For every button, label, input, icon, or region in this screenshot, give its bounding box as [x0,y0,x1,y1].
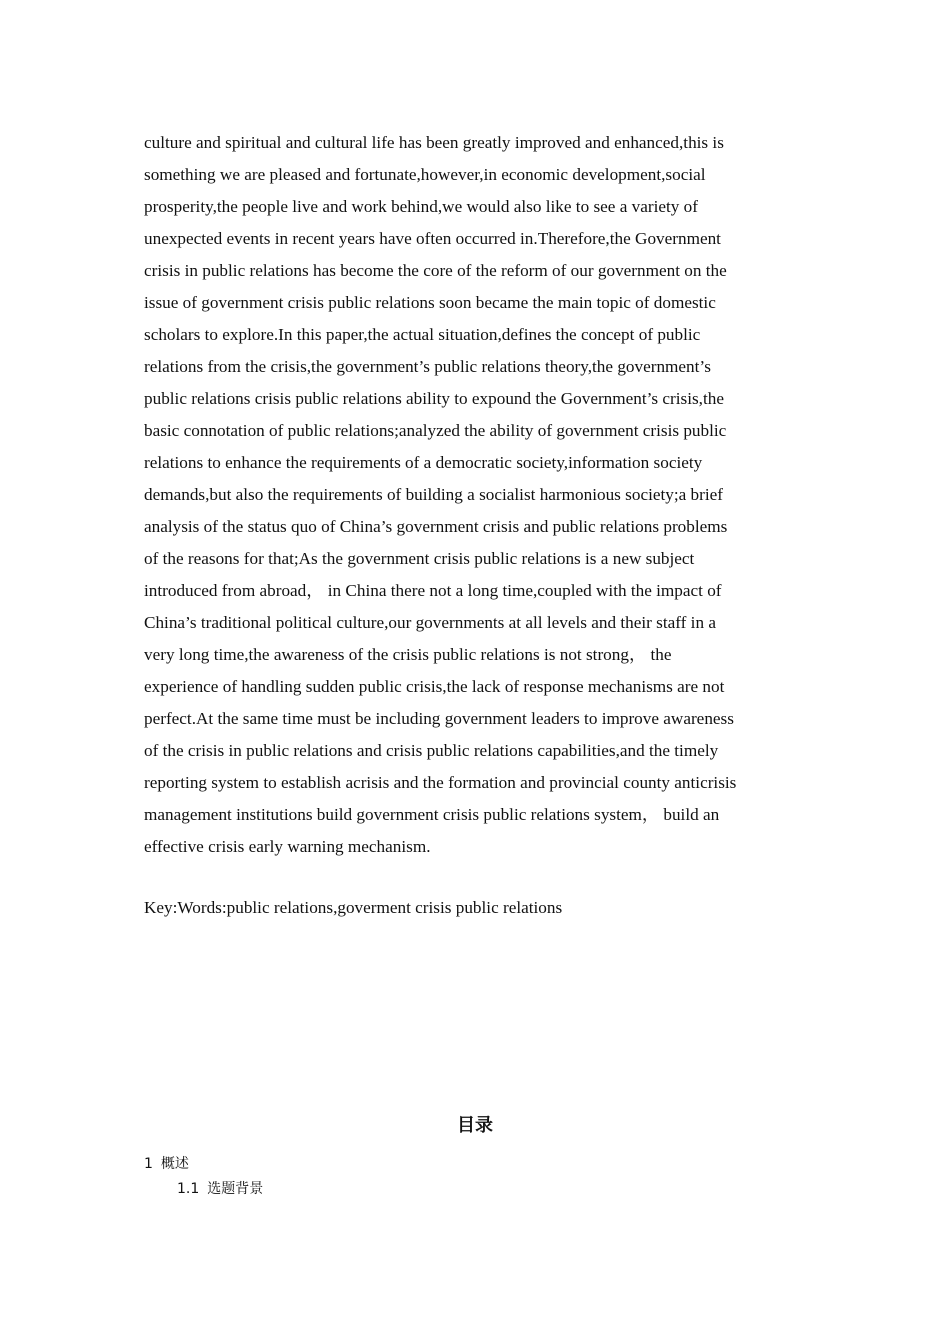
abstract-line: something we are pleased and fortunate,however,in economic development,social [144,165,706,184]
abstract-line: China’s traditional political culture,our governments at all levels and their staff in a [144,613,716,632]
abstract-line: of the crisis in public relations and crisis public relations capabilities,and the timely [144,741,719,760]
toc-item-number: 1.1 [177,1181,200,1197]
abstract-line: culture and spiritual and cultural life has been greatly improved and enhanced,this is [144,133,724,152]
abstract-line: prosperity,the people live and work behind,we would also like to see a variety of [144,197,698,216]
abstract-line: perfect.At the same time must be including government leaders to improve awareness [144,709,734,728]
abstract-line: effective crisis early warning mechanism. [144,837,431,856]
abstract-line: issue of government crisis public relations soon became the main topic of domestic [144,293,716,312]
toc-item-topic-background[interactable] [177,1180,263,1198]
toc-item-overview[interactable] [144,1155,189,1173]
abstract-line: relations to enhance the requirements of a democratic society,information society [144,453,703,472]
abstract-line: public relations crisis public relations ability to expound the Government’s crisis,the [144,389,724,408]
toc-item-label: 概述 [160,1156,189,1172]
keywords-line: Key:Words:public relations,goverment crisis public relations [144,898,563,917]
abstract-line: basic connotation of public relations;analyzed the ability of government crisis public [144,421,727,440]
toc-title: 目录 [457,1115,493,1136]
toc-item-number: 1 [144,1156,153,1172]
abstract-line: management institutions build government crisis public relations system， build an [144,805,720,824]
abstract-line: reporting system to establish acrisis and the formation and provincial county anticrisis [144,773,737,792]
abstract-line: analysis of the status quo of China’s government crisis and public relations problems [144,517,728,536]
abstract-line: unexpected events in recent years have often occurred in.Therefore,the Government [144,229,721,248]
toc-item-label: 选题背景 [207,1181,264,1197]
abstract-line: demands,but also the requirements of building a socialist harmonious society;a brief [144,485,723,504]
abstract-line: experience of handling sudden public crisis,the lack of response mechanisms are not [144,677,725,696]
abstract-line: scholars to explore.In this paper,the actual situation,defines the concept of public [144,325,701,344]
abstract-line: crisis in public relations has become the core of the reform of our government on the [144,261,727,280]
abstract-line: very long time,the awareness of the crisis public relations is not strong， the [144,645,672,664]
abstract-line: of the reasons for that;As the government crisis public relations is a new subject [144,549,695,568]
abstract-line: relations from the crisis,the government’s public relations theory,the government’s [144,357,711,376]
abstract-line: introduced from abroad， in China there not a long time,coupled with the impact of [144,581,722,600]
